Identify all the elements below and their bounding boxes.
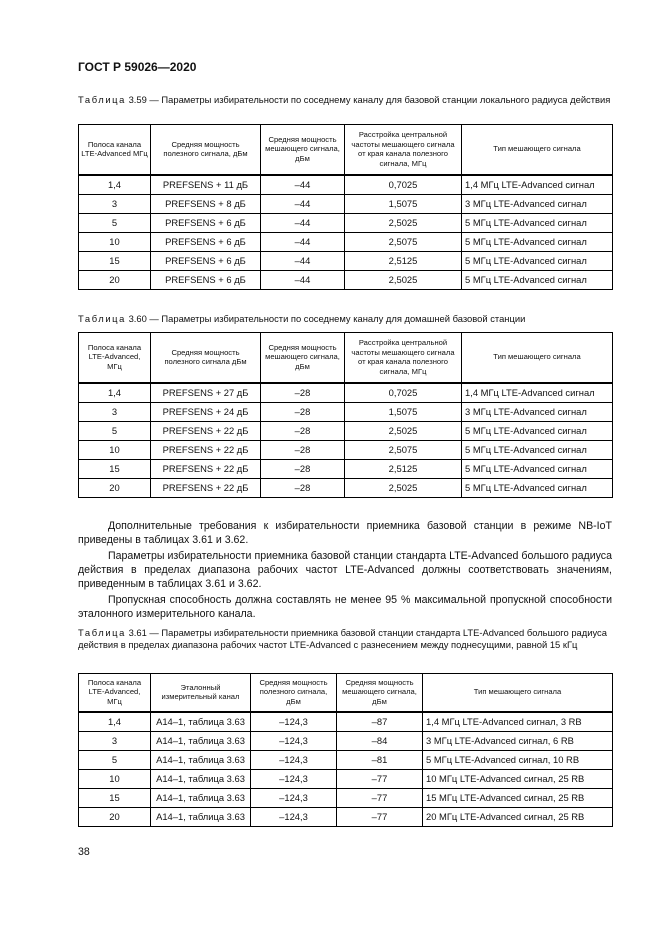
- table-cell: 5 МГц LTE-Advanced сигнал, 10 RB: [423, 750, 613, 769]
- table-cell: 1,4 МГц LTE-Advanced сигнал: [462, 175, 613, 195]
- table-cell: 1,4: [79, 383, 151, 403]
- table-cell: PREFSENS + 6 дБ: [151, 232, 261, 251]
- table-cell: A14–1, таблица 3.63: [151, 750, 251, 769]
- table-cell: –44: [261, 213, 345, 232]
- table-cell: A14–1, таблица 3.63: [151, 769, 251, 788]
- table-body: [79, 712, 613, 827]
- table-cell: 5 МГц LTE-Advanced сигнал: [462, 270, 613, 289]
- table-title: 3.59 — Параметры избирательности по соседнему каналу для базовой станции локального радиуса действия: [128, 94, 611, 105]
- table-header-row: [79, 125, 613, 175]
- table-cell: 5 МГц LTE-Advanced сигнал: [462, 440, 613, 459]
- table-row: [79, 712, 613, 732]
- table-cell: 5 МГц LTE-Advanced сигнал: [462, 421, 613, 440]
- table-cell: 20: [79, 270, 151, 289]
- header-cell: Тип мешающего сигнала: [423, 674, 613, 712]
- table-row: [79, 213, 613, 232]
- table-cell: –124,3: [251, 807, 337, 826]
- table-cell: 2,5025: [345, 213, 462, 232]
- table-cell: 20 МГц LTE-Advanced сигнал, 25 RB: [423, 807, 613, 826]
- table-cell: –84: [337, 731, 423, 750]
- table-cell: 3: [79, 731, 151, 750]
- header-cell: Эталонный измерительный канал: [151, 674, 251, 712]
- table-cell: 20: [79, 478, 151, 497]
- table-row: [79, 731, 613, 750]
- table-label: Таблица: [78, 94, 126, 105]
- table-body: [79, 175, 613, 290]
- table-cell: 15: [79, 788, 151, 807]
- table-cell: 2,5025: [345, 421, 462, 440]
- table-cell: 2,5125: [345, 251, 462, 270]
- table-cell: A14–1, таблица 3.63: [151, 731, 251, 750]
- table-cell: 5: [79, 213, 151, 232]
- table-cell: 20: [79, 807, 151, 826]
- table-cell: 5 МГц LTE-Advanced сигнал: [462, 232, 613, 251]
- table-label: Таблица: [78, 313, 126, 324]
- table-row: [79, 769, 613, 788]
- table-cell: PREFSENS + 6 дБ: [151, 251, 261, 270]
- table-cell: –28: [261, 478, 345, 497]
- table-cell: –124,3: [251, 731, 337, 750]
- table-cell: –28: [261, 459, 345, 478]
- header-cell: Расстройка центральной частоты мешающего сигнала от края канала полезного сигнала, МГц: [345, 333, 462, 383]
- table-cell: 3 МГц LTE-Advanced сигнал, 6 RB: [423, 731, 613, 750]
- table-cell: –124,3: [251, 788, 337, 807]
- header-cell: Тип мешающего сигнала: [462, 125, 613, 175]
- header-cell: Средняя мощность полезного сигнала дБм: [151, 333, 261, 383]
- table-cell: 15 МГц LTE-Advanced сигнал, 25 RB: [423, 788, 613, 807]
- table-cell: PREFSENS + 24 дБ: [151, 402, 261, 421]
- table-cell: 2,5075: [345, 232, 462, 251]
- table-cell: –87: [337, 712, 423, 732]
- table-cell: PREFSENS + 6 дБ: [151, 213, 261, 232]
- table-cell: PREFSENS + 22 дБ: [151, 459, 261, 478]
- table-cell: –124,3: [251, 769, 337, 788]
- document-header: ГОСТ Р 59026—2020: [78, 60, 197, 74]
- table-3-60: [78, 332, 613, 498]
- table-3-59: [78, 124, 613, 290]
- table-cell: PREFSENS + 11 дБ: [151, 175, 261, 195]
- table-cell: 1,4: [79, 175, 151, 195]
- table-row: [79, 232, 613, 251]
- table-cell: 10: [79, 769, 151, 788]
- body-text: [78, 519, 612, 623]
- table-cell: 2,5025: [345, 270, 462, 289]
- table-header-row: [79, 333, 613, 383]
- table-cell: 1,4: [79, 712, 151, 732]
- table-cell: PREFSENS + 8 дБ: [151, 194, 261, 213]
- table-cell: –77: [337, 788, 423, 807]
- table-label: Таблица: [78, 627, 126, 638]
- header-cell: Средняя мощность мешающего сигнала, дБм: [337, 674, 423, 712]
- table-cell: 1,4 МГц LTE-Advanced сигнал, 3 RB: [423, 712, 613, 732]
- table-row: [79, 459, 613, 478]
- table-cell: 1,5075: [345, 402, 462, 421]
- table-cell: PREFSENS + 6 дБ: [151, 270, 261, 289]
- table-title: 3.60 — Параметры избирательности по соседнему каналу для домашней базовой станции: [128, 313, 526, 324]
- table-cell: 2,5025: [345, 478, 462, 497]
- table-cell: 5 МГц LTE-Advanced сигнал: [462, 459, 613, 478]
- table-cell: –28: [261, 383, 345, 403]
- table-row: [79, 383, 613, 403]
- header-cell: Средняя мощность полезного сигнала, дБм: [151, 125, 261, 175]
- table-cell: 15: [79, 251, 151, 270]
- table-cell: 15: [79, 459, 151, 478]
- table-cell: –81: [337, 750, 423, 769]
- table-row: [79, 194, 613, 213]
- table-3-61: [78, 673, 613, 827]
- table-3-61-caption: [78, 627, 612, 651]
- table-cell: PREFSENS + 22 дБ: [151, 478, 261, 497]
- table-cell: 0,7025: [345, 383, 462, 403]
- header-cell: Расстройка центральной частоты мешающего сигнала от края канала полезного сигнала, МГц: [345, 125, 462, 175]
- table-cell: 3 МГц LTE-Advanced сигнал: [462, 402, 613, 421]
- table-cell: –44: [261, 232, 345, 251]
- table-cell: 5: [79, 421, 151, 440]
- paragraph: Параметры избирательности приемника базовой станции стандарта LTE-Advanced большого радиуса действия в пределах диапазона рабочих частот LTE-Advanced должны соответствовать значениям, приведенным в таблицах 3.61 и 3.62.: [78, 550, 612, 590]
- table-row: [79, 402, 613, 421]
- table-cell: 5 МГц LTE-Advanced сигнал: [462, 251, 613, 270]
- table-cell: 10: [79, 440, 151, 459]
- table-3-59-caption: [78, 94, 612, 106]
- table-cell: 5 МГц LTE-Advanced сигнал: [462, 478, 613, 497]
- table-row: [79, 788, 613, 807]
- table-cell: –77: [337, 807, 423, 826]
- table-cell: 2,5125: [345, 459, 462, 478]
- paragraph: Пропускная способность должна составлять не менее 95 % максимальной пропускной способности эталонного измерительного канала.: [78, 594, 612, 620]
- table-row: [79, 175, 613, 195]
- table-row: [79, 251, 613, 270]
- table-cell: –124,3: [251, 750, 337, 769]
- table-row: [79, 478, 613, 497]
- table-cell: PREFSENS + 22 дБ: [151, 440, 261, 459]
- table-title: 3.61 — Параметры избирательности приемника базовой станции стандарта LTE-Advanced большого радиуса действия в пределах диапазона рабочих частот LTE-Advanced с разнесением между поднесущими, равной 15 кГц: [78, 627, 607, 650]
- header-cell: Тип мешающего сигнала: [462, 333, 613, 383]
- table-cell: 5 МГц LTE-Advanced сигнал: [462, 213, 613, 232]
- table-cell: A14–1, таблица 3.63: [151, 788, 251, 807]
- table-cell: PREFSENS + 22 дБ: [151, 421, 261, 440]
- paragraph: Дополнительные требования к избирательности приемника базовой станции в режиме NB-IoT приведены в таблицах 3.61 и 3.62.: [78, 520, 612, 546]
- table-cell: –44: [261, 175, 345, 195]
- table-row: [79, 750, 613, 769]
- table-cell: PREFSENS + 27 дБ: [151, 383, 261, 403]
- table-3-60-caption: [78, 313, 612, 325]
- table-cell: 0,7025: [345, 175, 462, 195]
- table-body: [79, 383, 613, 498]
- table-cell: 2,5075: [345, 440, 462, 459]
- header-cell: Полоса канала LTE-Advanced, МГц: [79, 674, 151, 712]
- table-cell: –77: [337, 769, 423, 788]
- header-cell: Средняя мощность мешающего сигнала, дБм: [261, 333, 345, 383]
- table-cell: 3: [79, 402, 151, 421]
- table-cell: –28: [261, 440, 345, 459]
- table-cell: –44: [261, 194, 345, 213]
- header-cell: Средняя мощность мешающего сигнала, дБм: [261, 125, 345, 175]
- table-cell: –28: [261, 402, 345, 421]
- table-cell: 10 МГц LTE-Advanced сигнал, 25 RB: [423, 769, 613, 788]
- table-cell: 5: [79, 750, 151, 769]
- table-header-row: [79, 674, 613, 712]
- table-cell: 3 МГц LTE-Advanced сигнал: [462, 194, 613, 213]
- table-row: [79, 421, 613, 440]
- table-cell: A14–1, таблица 3.63: [151, 712, 251, 732]
- table-row: [79, 270, 613, 289]
- table-cell: –28: [261, 421, 345, 440]
- table-row: [79, 440, 613, 459]
- header-cell: Средняя мощность полезного сигнала, дБм: [251, 674, 337, 712]
- table-cell: –44: [261, 251, 345, 270]
- page-number: 38: [78, 846, 90, 858]
- table-cell: –44: [261, 270, 345, 289]
- header-cell: Полоса канала LTE-Advanced МГц: [79, 125, 151, 175]
- table-row: [79, 807, 613, 826]
- table-cell: 1,5075: [345, 194, 462, 213]
- table-cell: 3: [79, 194, 151, 213]
- header-cell: Полоса канала LTE-Advanced, МГц: [79, 333, 151, 383]
- table-cell: 10: [79, 232, 151, 251]
- table-cell: 1,4 МГц LTE-Advanced сигнал: [462, 383, 613, 403]
- table-cell: A14–1, таблица 3.63: [151, 807, 251, 826]
- table-cell: –124,3: [251, 712, 337, 732]
